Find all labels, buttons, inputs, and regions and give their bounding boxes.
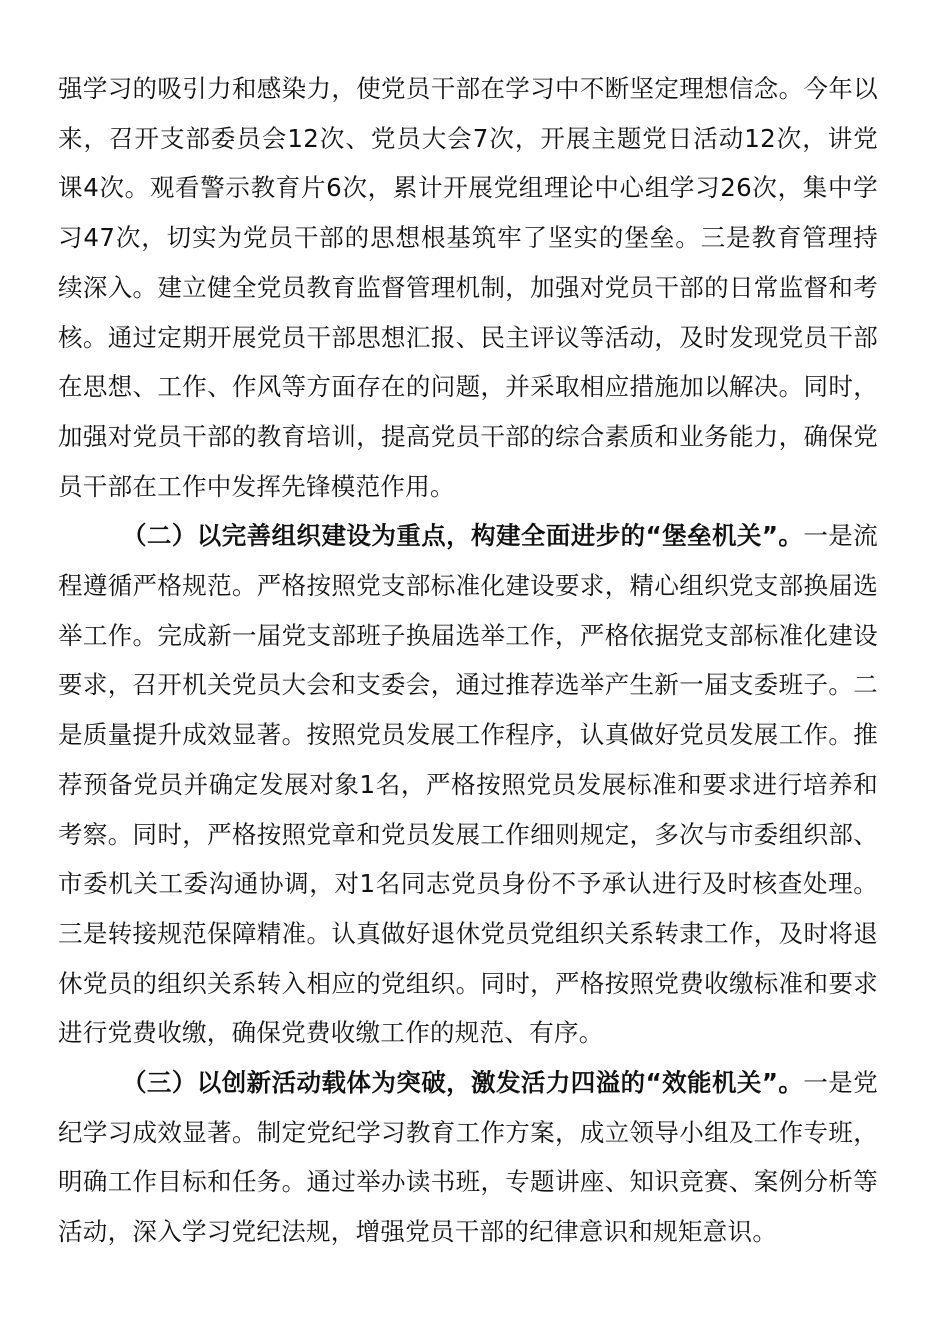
section-body-3: 一是党纪学习成效显著。制定党纪学习教育工作方案，成立领导小组及工作专班，明确工作目标和任务。通过举办读书班，专题讲座、知识竞赛、案例分析等活动，深入学习党纪法规，增强党员干部的纪律意识和规矩意识。 [58, 1068, 878, 1247]
paragraph-organization-building [58, 511, 878, 1058]
section-heading-2: （二）以完善组织建设为重点，构建全面进步的“堡垒机关”。 [122, 521, 804, 551]
section-body-2: 一是流程遵循严格规范。严格按照党支部标准化建设要求，精心组织党支部换届选举工作。完成新一届党支部班子换届选举工作，严格依据党支部标准化建设要求，召开机关党员大会和支委会，通过推荐选举产生新一届支委班子。二是质量提升成效显著。按照党员发展工作程序，认真做好党员发展工作。推荐预备党员并确定发展对象1名，严格按照党员发展标准和要求进行培养和考察。同时，严格按照党章和党员发展工作细则规定，多次与市委组织部、市委机关工委沟通协调，对1名同志党员身份不予承认进行及时核查处理。三是转接规范保障精准。认真做好退休党员党组织关系转隶工作，及时将退休党员的组织关系转入相应的党组织。同时，严格按照党费收缴标准和要求进行党费收缴，确保党费收缴工作的规范、有序。 [58, 521, 878, 1048]
paragraph-continuation: 强学习的吸引力和感染力，使党员干部在学习中不断坚定理想信念。今年以来，召开支部委员会12次、党员大会7次，开展主题党日活动12次，讲党课4次。观看警示教育片6次，累计开展党组理论中心组学习26次，集中学习47次，切实为党员干部的思想根基筑牢了坚实的堡垒。三是教育管理持续深入。建立健全党员教育监督管理机制，加强对党员干部的日常监督和考核。通过定期开展党员干部思想汇报、民主评议等活动，及时发现党员干部在思想、工作、作风等方面存在的问题，并采取相应措施加以解决。同时，加强对党员干部的教育培训，提高党员干部的综合素质和业务能力，确保党员干部在工作中发挥先锋模范作用。 [58, 74, 878, 501]
paragraph-activity-innovation [58, 1058, 878, 1257]
document-body [58, 64, 878, 1257]
section-heading-3: （三）以创新活动载体为突破，激发活力四溢的“效能机关”。 [122, 1068, 804, 1098]
